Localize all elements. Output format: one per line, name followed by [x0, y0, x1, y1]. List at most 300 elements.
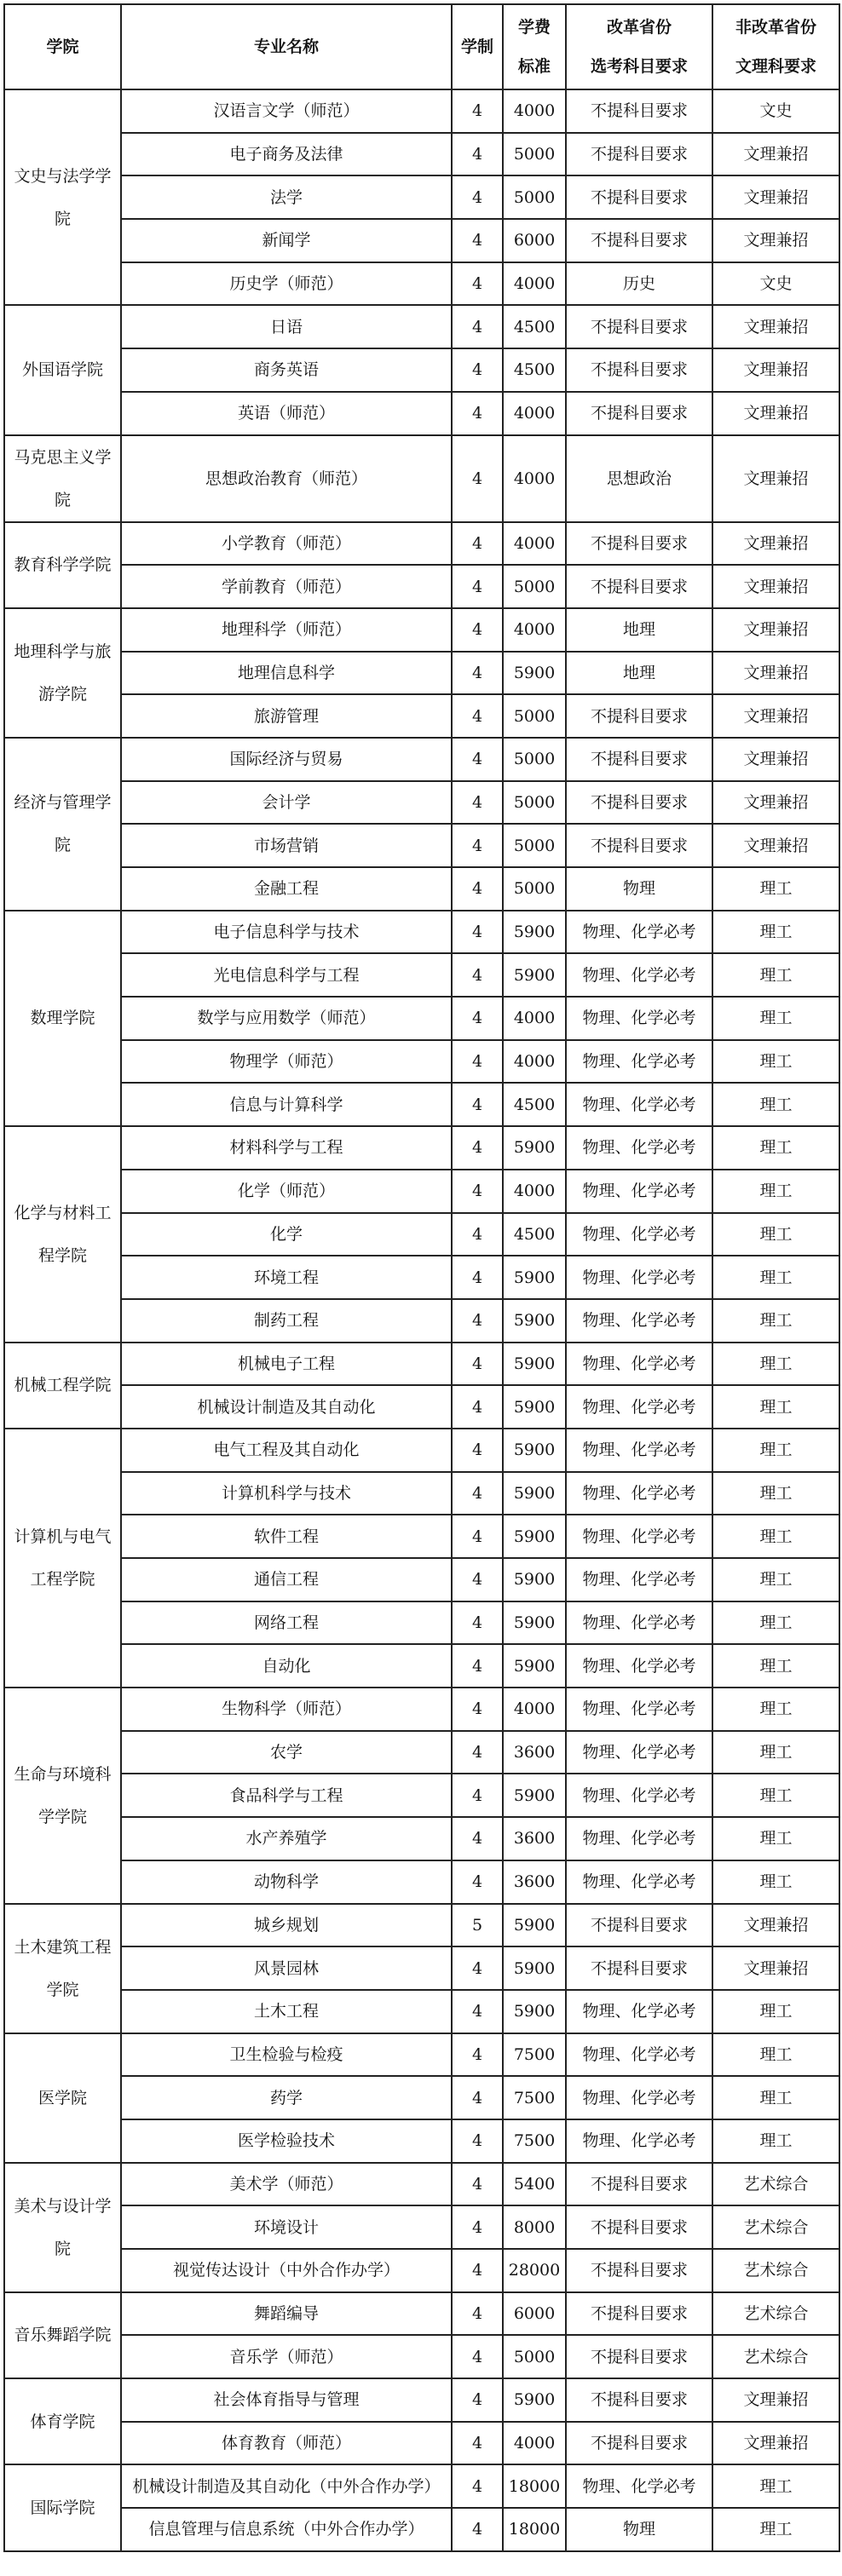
table-row	[4, 2464, 839, 2508]
major-name-cell: 法学	[121, 175, 452, 219]
college-cell: 体育学院	[4, 2378, 121, 2464]
reform-requirement-cell: 不提科目要求	[566, 305, 712, 348]
fee-cell: 5900	[503, 1946, 566, 1990]
table-row	[4, 1688, 839, 1731]
reform-requirement-cell: 物理、化学必考	[566, 1731, 712, 1774]
duration-cell: 4	[452, 133, 503, 176]
reform-requirement-cell: 物理、化学必考	[566, 2076, 712, 2119]
duration-cell: 4	[452, 608, 503, 652]
nonreform-requirement-cell: 理工	[712, 1644, 839, 1688]
major-name-cell: 机械设计制造及其自动化（中外合作办学）	[121, 2464, 452, 2508]
table-row	[4, 1213, 839, 1256]
college-cell: 计算机与电气工程学院	[4, 1429, 121, 1688]
fee-cell: 4500	[503, 348, 566, 392]
nonreform-requirement-cell: 理工	[712, 2033, 839, 2077]
table-row	[4, 2378, 839, 2422]
reform-requirement-cell: 物理、化学必考	[566, 2464, 712, 2508]
fee-cell: 4000	[503, 262, 566, 306]
reform-requirement-cell: 物理、化学必考	[566, 1083, 712, 1126]
major-name-cell: 环境设计	[121, 2205, 452, 2249]
major-name-cell: 物理学（师范）	[121, 1040, 452, 1084]
reform-requirement-cell: 不提科目要求	[566, 1946, 712, 1990]
duration-cell: 4	[452, 262, 503, 306]
admissions-table-page	[3, 3, 839, 2552]
table-row	[4, 652, 839, 695]
reform-requirement-cell: 物理、化学必考	[566, 1429, 712, 1472]
duration-cell: 4	[452, 1343, 503, 1386]
fee-cell: 4000	[503, 1688, 566, 1731]
fee-cell: 5900	[503, 1472, 566, 1515]
fee-cell: 4000	[503, 1170, 566, 1213]
nonreform-requirement-cell: 理工	[712, 1990, 839, 2033]
fee-cell: 8000	[503, 2205, 566, 2249]
duration-cell: 4	[452, 2508, 503, 2551]
fee-cell: 5000	[503, 133, 566, 176]
nonreform-requirement-cell: 理工	[712, 2464, 839, 2508]
college-cell: 教育科学学院	[4, 522, 121, 608]
fee-cell: 5400	[503, 2163, 566, 2206]
major-name-cell: 风景园林	[121, 1946, 452, 1990]
nonreform-requirement-cell: 文理兼招	[712, 1904, 839, 1947]
duration-cell: 4	[452, 565, 503, 608]
table-row	[4, 2119, 839, 2163]
reform-requirement-cell: 物理、化学必考	[566, 1126, 712, 1170]
table-row	[4, 1472, 839, 1515]
fee-cell: 4000	[503, 608, 566, 652]
table-row	[4, 1515, 839, 1558]
major-name-cell: 视觉传达设计（中外合作办学）	[121, 2249, 452, 2292]
fee-cell: 4500	[503, 1213, 566, 1256]
major-name-cell: 动物科学	[121, 1860, 452, 1904]
reform-requirement-cell: 不提科目要求	[566, 175, 712, 219]
duration-cell: 4	[452, 1558, 503, 1601]
major-name-cell: 计算机科学与技术	[121, 1472, 452, 1515]
table-row	[4, 2508, 839, 2551]
major-name-cell: 水产养殖学	[121, 1817, 452, 1860]
reform-requirement-cell: 物理、化学必考	[566, 1343, 712, 1386]
duration-cell: 4	[452, 89, 503, 133]
fee-cell: 5900	[503, 1256, 566, 1299]
table-row	[4, 997, 839, 1040]
table-row	[4, 1429, 839, 1472]
fee-cell: 4500	[503, 305, 566, 348]
nonreform-requirement-cell: 理工	[712, 1601, 839, 1645]
nonreform-requirement-cell: 艺术综合	[712, 2205, 839, 2249]
major-name-cell: 食品科学与工程	[121, 1774, 452, 1817]
reform-requirement-cell: 不提科目要求	[566, 781, 712, 825]
fee-cell: 5900	[503, 1126, 566, 1170]
nonreform-requirement-cell: 理工	[712, 1515, 839, 1558]
fee-cell: 5000	[503, 824, 566, 867]
nonreform-requirement-cell: 理工	[712, 1429, 839, 1472]
table-row	[4, 348, 839, 392]
table-row	[4, 738, 839, 781]
table-row	[4, 219, 839, 262]
table-row	[4, 305, 839, 348]
nonreform-requirement-cell: 文理兼招	[712, 652, 839, 695]
header-nonreform-line1: 非改革省份	[735, 18, 816, 37]
duration-cell: 4	[452, 435, 503, 522]
fee-cell: 4000	[503, 392, 566, 435]
nonreform-requirement-cell: 理工	[712, 1731, 839, 1774]
duration-cell: 4	[452, 1083, 503, 1126]
fee-cell: 5000	[503, 2335, 566, 2378]
header-reform-line1: 改革省份	[606, 18, 672, 37]
major-name-cell: 电子商务及法律	[121, 133, 452, 176]
major-name-cell: 制药工程	[121, 1299, 452, 1343]
reform-requirement-cell: 不提科目要求	[566, 2335, 712, 2378]
fee-cell: 5900	[503, 1385, 566, 1429]
major-name-cell: 地理科学（师范）	[121, 608, 452, 652]
duration-cell: 4	[452, 175, 503, 219]
duration-cell: 4	[452, 1990, 503, 2033]
reform-requirement-cell: 不提科目要求	[566, 565, 712, 608]
nonreform-requirement-cell: 文史	[712, 89, 839, 133]
reform-requirement-cell: 物理、化学必考	[566, 2119, 712, 2163]
reform-requirement-cell: 物理、化学必考	[566, 1774, 712, 1817]
fee-cell: 4000	[503, 435, 566, 522]
fee-cell: 5900	[503, 1558, 566, 1601]
reform-requirement-cell: 思想政治	[566, 435, 712, 522]
major-name-cell: 网络工程	[121, 1601, 452, 1645]
duration-cell: 4	[452, 1774, 503, 1817]
fee-cell: 4000	[503, 1040, 566, 1084]
major-name-cell: 新闻学	[121, 219, 452, 262]
duration-cell: 4	[452, 911, 503, 954]
table-row	[4, 1299, 839, 1343]
fee-cell: 4500	[503, 1083, 566, 1126]
nonreform-requirement-cell: 文理兼招	[712, 175, 839, 219]
fee-cell: 5000	[503, 694, 566, 738]
fee-cell: 18000	[503, 2508, 566, 2551]
table-row	[4, 392, 839, 435]
duration-cell: 4	[452, 1817, 503, 1860]
fee-cell: 18000	[503, 2464, 566, 2508]
reform-requirement-cell: 不提科目要求	[566, 392, 712, 435]
duration-cell: 4	[452, 1213, 503, 1256]
table-row	[4, 1558, 839, 1601]
duration-cell: 4	[452, 1170, 503, 1213]
major-name-cell: 音乐学（师范）	[121, 2335, 452, 2378]
fee-cell: 28000	[503, 2249, 566, 2292]
admissions-table	[3, 3, 840, 2552]
fee-cell: 5900	[503, 1299, 566, 1343]
reform-requirement-cell: 地理	[566, 652, 712, 695]
major-name-cell: 汉语言文学（师范）	[121, 89, 452, 133]
reform-requirement-cell: 不提科目要求	[566, 2378, 712, 2422]
table-row	[4, 2335, 839, 2378]
reform-requirement-cell: 不提科目要求	[566, 738, 712, 781]
header-fee-line2: 标准	[517, 57, 551, 76]
table-row	[4, 824, 839, 867]
table-row	[4, 1904, 839, 1947]
duration-cell: 4	[452, 953, 503, 997]
fee-cell: 4000	[503, 997, 566, 1040]
table-row	[4, 1774, 839, 1817]
header-row	[4, 4, 839, 89]
nonreform-requirement-cell: 理工	[712, 953, 839, 997]
duration-cell: 4	[452, 1040, 503, 1084]
nonreform-requirement-cell: 理工	[712, 1688, 839, 1731]
nonreform-requirement-cell: 文理兼招	[712, 565, 839, 608]
nonreform-requirement-cell: 理工	[712, 1170, 839, 1213]
duration-cell: 4	[452, 2249, 503, 2292]
table-row	[4, 1083, 839, 1126]
major-name-cell: 化学（师范）	[121, 1170, 452, 1213]
nonreform-requirement-cell: 理工	[712, 2119, 839, 2163]
table-row	[4, 1946, 839, 1990]
major-name-cell: 舞蹈编导	[121, 2292, 452, 2336]
table-body	[4, 89, 839, 2551]
major-name-cell: 商务英语	[121, 348, 452, 392]
reform-requirement-cell: 不提科目要求	[566, 219, 712, 262]
fee-cell: 5900	[503, 2378, 566, 2422]
fee-cell: 6000	[503, 219, 566, 262]
fee-cell: 5900	[503, 1774, 566, 1817]
nonreform-requirement-cell: 理工	[712, 1040, 839, 1084]
duration-cell: 4	[452, 1256, 503, 1299]
major-name-cell: 自动化	[121, 1644, 452, 1688]
nonreform-requirement-cell: 文理兼招	[712, 2422, 839, 2465]
college-cell: 国际学院	[4, 2464, 121, 2550]
nonreform-requirement-cell: 理工	[712, 2076, 839, 2119]
duration-cell: 4	[452, 738, 503, 781]
reform-requirement-cell: 不提科目要求	[566, 89, 712, 133]
reform-requirement-cell: 物理、化学必考	[566, 1472, 712, 1515]
table-row	[4, 89, 839, 133]
nonreform-requirement-cell: 文理兼招	[712, 694, 839, 738]
nonreform-requirement-cell: 文理兼招	[712, 348, 839, 392]
major-name-cell: 机械电子工程	[121, 1343, 452, 1386]
table-row	[4, 2292, 839, 2336]
fee-cell: 7500	[503, 2119, 566, 2163]
header-fee	[503, 4, 566, 89]
reform-requirement-cell: 物理、化学必考	[566, 1601, 712, 1645]
header-nonreform	[712, 4, 839, 89]
nonreform-requirement-cell: 理工	[712, 1860, 839, 1904]
duration-cell: 4	[452, 2076, 503, 2119]
reform-requirement-cell: 物理、化学必考	[566, 1040, 712, 1084]
fee-cell: 5900	[503, 1990, 566, 2033]
nonreform-requirement-cell: 理工	[712, 1126, 839, 1170]
duration-cell: 4	[452, 1731, 503, 1774]
reform-requirement-cell: 物理、化学必考	[566, 997, 712, 1040]
reform-requirement-cell: 不提科目要求	[566, 824, 712, 867]
duration-cell: 4	[452, 1385, 503, 1429]
fee-cell: 5000	[503, 738, 566, 781]
table-row	[4, 2249, 839, 2292]
table-row	[4, 435, 839, 522]
major-name-cell: 旅游管理	[121, 694, 452, 738]
duration-cell: 4	[452, 2119, 503, 2163]
duration-cell: 4	[452, 348, 503, 392]
college-cell: 生命与环境科学学院	[4, 1688, 121, 1903]
reform-requirement-cell: 不提科目要求	[566, 522, 712, 566]
college-cell: 医学院	[4, 2033, 121, 2163]
major-name-cell: 市场营销	[121, 824, 452, 867]
nonreform-requirement-cell: 理工	[712, 1817, 839, 1860]
table-row	[4, 2422, 839, 2465]
nonreform-requirement-cell: 理工	[712, 2508, 839, 2551]
reform-requirement-cell: 不提科目要求	[566, 348, 712, 392]
duration-cell: 4	[452, 2378, 503, 2422]
reform-requirement-cell: 物理、化学必考	[566, 2033, 712, 2077]
major-name-cell: 国际经济与贸易	[121, 738, 452, 781]
fee-cell: 5900	[503, 953, 566, 997]
fee-cell: 5900	[503, 1515, 566, 1558]
college-cell: 文史与法学学院	[4, 89, 121, 305]
table-row	[4, 175, 839, 219]
fee-cell: 5900	[503, 1601, 566, 1645]
reform-requirement-cell: 物理、化学必考	[566, 1688, 712, 1731]
major-name-cell: 地理信息科学	[121, 652, 452, 695]
college-cell: 土木建筑工程学院	[4, 1904, 121, 2033]
duration-cell: 4	[452, 522, 503, 566]
reform-requirement-cell: 物理	[566, 2508, 712, 2551]
duration-cell: 4	[452, 867, 503, 911]
college-cell: 数理学院	[4, 911, 121, 1126]
nonreform-requirement-cell: 理工	[712, 1299, 839, 1343]
reform-requirement-cell: 不提科目要求	[566, 1904, 712, 1947]
fee-cell: 4000	[503, 89, 566, 133]
reform-requirement-cell: 物理、化学必考	[566, 1213, 712, 1256]
table-row	[4, 1126, 839, 1170]
nonreform-requirement-cell: 理工	[712, 1385, 839, 1429]
duration-cell: 4	[452, 694, 503, 738]
header-college: 学院	[4, 4, 121, 89]
duration-cell: 4	[452, 1860, 503, 1904]
nonreform-requirement-cell: 文理兼招	[712, 738, 839, 781]
major-name-cell: 思想政治教育（师范）	[121, 435, 452, 522]
header-reform	[566, 4, 712, 89]
major-name-cell: 信息管理与信息系统（中外合作办学）	[121, 2508, 452, 2551]
nonreform-requirement-cell: 文理兼招	[712, 435, 839, 522]
header-major: 专业名称	[121, 4, 452, 89]
nonreform-requirement-cell: 艺术综合	[712, 2292, 839, 2336]
table-row	[4, 911, 839, 954]
reform-requirement-cell: 历史	[566, 262, 712, 306]
reform-requirement-cell: 不提科目要求	[566, 2292, 712, 2336]
reform-requirement-cell: 物理	[566, 867, 712, 911]
duration-cell: 4	[452, 1429, 503, 1472]
reform-requirement-cell: 物理、化学必考	[566, 1817, 712, 1860]
table-row	[4, 953, 839, 997]
duration-cell: 4	[452, 392, 503, 435]
table-row	[4, 2033, 839, 2077]
fee-cell: 5900	[503, 1644, 566, 1688]
reform-requirement-cell: 物理、化学必考	[566, 1558, 712, 1601]
major-name-cell: 电子信息科学与技术	[121, 911, 452, 954]
table-row	[4, 522, 839, 566]
duration-cell: 4	[452, 2205, 503, 2249]
fee-cell: 3600	[503, 1817, 566, 1860]
fee-cell: 5900	[503, 1429, 566, 1472]
duration-cell: 5	[452, 1904, 503, 1947]
major-name-cell: 药学	[121, 2076, 452, 2119]
table-row	[4, 133, 839, 176]
nonreform-requirement-cell: 理工	[712, 867, 839, 911]
fee-cell: 5900	[503, 1343, 566, 1386]
major-name-cell: 学前教育（师范）	[121, 565, 452, 608]
nonreform-requirement-cell: 理工	[712, 1083, 839, 1126]
duration-cell: 4	[452, 1688, 503, 1731]
major-name-cell: 卫生检验与检疫	[121, 2033, 452, 2077]
table-row	[4, 1385, 839, 1429]
table-row	[4, 1343, 839, 1386]
duration-cell: 4	[452, 781, 503, 825]
major-name-cell: 英语（师范）	[121, 392, 452, 435]
duration-cell: 4	[452, 2335, 503, 2378]
reform-requirement-cell: 地理	[566, 608, 712, 652]
major-name-cell: 社会体育指导与管理	[121, 2378, 452, 2422]
major-name-cell: 土木工程	[121, 1990, 452, 2033]
major-name-cell: 信息与计算科学	[121, 1083, 452, 1126]
nonreform-requirement-cell: 理工	[712, 1213, 839, 1256]
duration-cell: 4	[452, 1472, 503, 1515]
nonreform-requirement-cell: 文理兼招	[712, 133, 839, 176]
duration-cell: 4	[452, 1299, 503, 1343]
major-name-cell: 软件工程	[121, 1515, 452, 1558]
nonreform-requirement-cell: 文理兼招	[712, 781, 839, 825]
header-nonreform-line2: 文理科要求	[735, 57, 816, 76]
fee-cell: 7500	[503, 2076, 566, 2119]
nonreform-requirement-cell: 文理兼招	[712, 2378, 839, 2422]
nonreform-requirement-cell: 文理兼招	[712, 608, 839, 652]
fee-cell: 5000	[503, 175, 566, 219]
fee-cell: 4000	[503, 522, 566, 566]
fee-cell: 5000	[503, 565, 566, 608]
fee-cell: 5000	[503, 867, 566, 911]
table-row	[4, 2076, 839, 2119]
fee-cell: 3600	[503, 1860, 566, 1904]
table-row	[4, 1990, 839, 2033]
header-duration: 学制	[452, 4, 503, 89]
nonreform-requirement-cell: 文理兼招	[712, 1946, 839, 1990]
reform-requirement-cell: 物理、化学必考	[566, 911, 712, 954]
major-name-cell: 历史学（师范）	[121, 262, 452, 306]
reform-requirement-cell: 物理、化学必考	[566, 953, 712, 997]
duration-cell: 4	[452, 1126, 503, 1170]
nonreform-requirement-cell: 理工	[712, 1774, 839, 1817]
college-cell: 美术与设计学院	[4, 2163, 121, 2292]
major-name-cell: 通信工程	[121, 1558, 452, 1601]
nonreform-requirement-cell: 艺术综合	[712, 2249, 839, 2292]
duration-cell: 4	[452, 1601, 503, 1645]
nonreform-requirement-cell: 文理兼招	[712, 824, 839, 867]
nonreform-requirement-cell: 艺术综合	[712, 2335, 839, 2378]
duration-cell: 4	[452, 997, 503, 1040]
major-name-cell: 日语	[121, 305, 452, 348]
duration-cell: 4	[452, 2163, 503, 2206]
major-name-cell: 体育教育（师范）	[121, 2422, 452, 2465]
nonreform-requirement-cell: 理工	[712, 1343, 839, 1386]
major-name-cell: 材料科学与工程	[121, 1126, 452, 1170]
duration-cell: 4	[452, 824, 503, 867]
major-name-cell: 生物科学（师范）	[121, 1688, 452, 1731]
header-fee-line1: 学费	[517, 18, 551, 37]
major-name-cell: 金融工程	[121, 867, 452, 911]
table-row	[4, 694, 839, 738]
major-name-cell: 城乡规划	[121, 1904, 452, 1947]
duration-cell: 4	[452, 652, 503, 695]
major-name-cell: 机械设计制造及其自动化	[121, 1385, 452, 1429]
table-row	[4, 867, 839, 911]
reform-requirement-cell: 不提科目要求	[566, 133, 712, 176]
duration-cell: 4	[452, 2422, 503, 2465]
nonreform-requirement-cell: 理工	[712, 1472, 839, 1515]
table-row	[4, 1170, 839, 1213]
table-row	[4, 1817, 839, 1860]
